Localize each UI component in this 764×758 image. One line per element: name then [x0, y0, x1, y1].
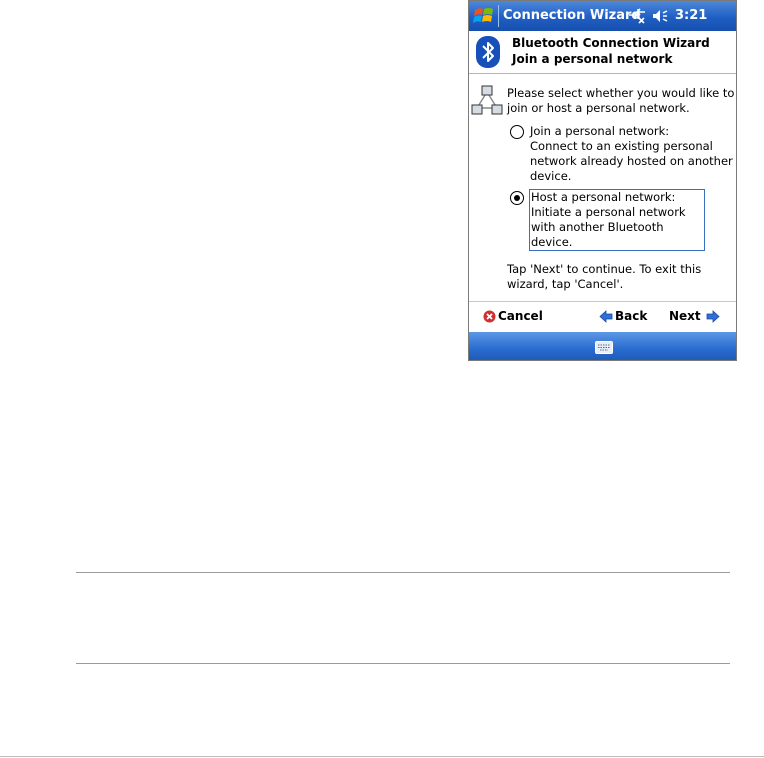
next-arrow-icon [706, 310, 720, 323]
join-option-text: Join a personal network: Connect to an existing personal network already hosted on another device. [530, 124, 733, 183]
page-bottom-rule [0, 756, 764, 757]
keyboard-icon[interactable] [595, 339, 613, 352]
back-button[interactable] [599, 309, 647, 323]
wizard-content [469, 74, 736, 299]
join-network-radio[interactable] [510, 125, 524, 139]
window-title: Connection Wizard [503, 8, 641, 23]
join-network-label[interactable] [530, 124, 735, 184]
pocket-pc-screen [468, 0, 737, 361]
wizard-subtitle: Join a personal network [512, 52, 673, 66]
wizard-title: Bluetooth Connection Wizard [512, 36, 710, 50]
softkey-bar [469, 301, 736, 332]
bluetooth-icon [475, 35, 501, 69]
next-button[interactable] [669, 309, 720, 323]
connectivity-icon[interactable] [627, 8, 647, 24]
cancel-button[interactable] [483, 309, 543, 323]
back-label: Back [615, 309, 648, 323]
divider-top [76, 572, 730, 573]
title-bar [469, 1, 736, 31]
host-option-text: Host a personal network: Initiate a personal network with another Bluetooth device. [531, 190, 686, 249]
host-network-label[interactable] [529, 189, 705, 251]
host-network-radio[interactable] [510, 191, 524, 205]
cancel-icon [483, 310, 496, 323]
network-devices-icon [470, 84, 504, 118]
windows-flag-icon[interactable] [473, 6, 495, 26]
clock[interactable]: 3:21 [675, 8, 708, 23]
next-label: Next [669, 309, 701, 323]
speaker-icon[interactable] [651, 8, 669, 24]
continue-hint: Tap 'Next' to continue. To exit this wizard, tap 'Cancel'. [507, 262, 702, 291]
title-separator [498, 5, 499, 27]
menu-bar [469, 332, 736, 360]
instruction-text: Please select whether you would like to join or host a personal network. [507, 86, 735, 115]
wizard-header [469, 31, 736, 74]
divider-bottom [76, 663, 730, 664]
back-arrow-icon [599, 310, 613, 323]
cancel-label: Cancel [498, 309, 543, 323]
